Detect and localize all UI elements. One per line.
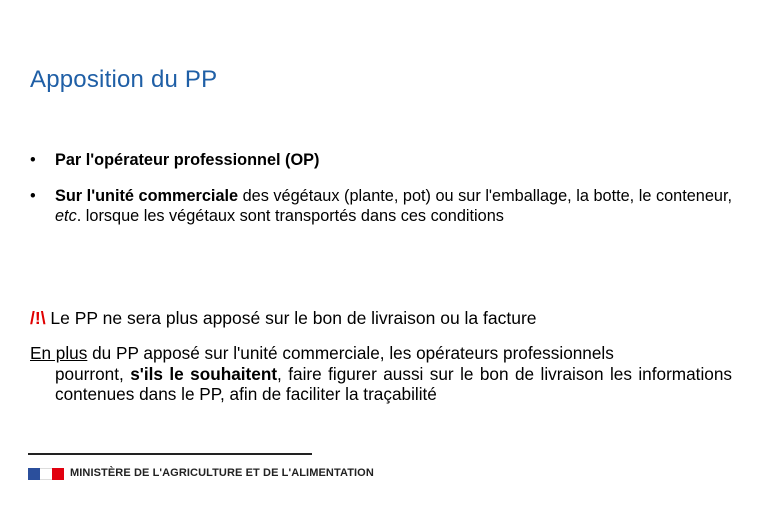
ministry-logo-text: MINISTÈRE DE L'AGRICULTURE ET DE L'ALIMENTATION bbox=[70, 467, 374, 479]
para-bold: s'ils le souhaitent bbox=[130, 363, 278, 384]
warning-line bbox=[30, 308, 537, 328]
flag-red-stripe bbox=[52, 468, 64, 480]
warning-icon: /!\ bbox=[30, 308, 46, 328]
bullet1-text: Par l'opérateur professionnel (OP) bbox=[55, 151, 320, 169]
bullet2-end: . lorsque les végétaux sont transportés dans ces conditions bbox=[76, 207, 504, 225]
flag-white-stripe bbox=[40, 468, 52, 480]
bullet-list bbox=[30, 150, 732, 242]
para-underline: En plus bbox=[30, 343, 88, 363]
warning-text: Le PP ne sera plus apposé sur le bon de livraison ou la facture bbox=[45, 308, 537, 328]
para-text1: du PP apposé sur l'unité commerciale, les opérateurs professionnels bbox=[87, 343, 614, 363]
footer-divider bbox=[28, 453, 312, 455]
flag-blue-stripe bbox=[28, 468, 40, 480]
bullet-item-commercial-unit bbox=[30, 186, 732, 226]
bullet-icon: • bbox=[30, 187, 36, 205]
para-first-line bbox=[30, 343, 732, 364]
slide-title: Apposition du PP bbox=[30, 66, 218, 93]
bullet-item-operator bbox=[30, 150, 732, 170]
bullet2-etc: etc bbox=[55, 207, 77, 225]
info-paragraph bbox=[30, 343, 732, 405]
bullet2-text: des végétaux (plante, pot) ou sur l'emballage, la botte, le conteneur, bbox=[238, 187, 732, 205]
bullet2-bold: Sur l'unité commerciale bbox=[55, 187, 239, 205]
para-text2b: , faire figurer aussi sur le bon de livraison les informations contenues dans le PP, afin de faciliter la traçabilité bbox=[55, 363, 732, 404]
para-text2a: pourront, bbox=[55, 363, 131, 384]
french-flag-icon bbox=[28, 468, 64, 480]
bullet-icon: • bbox=[30, 151, 36, 169]
para-rest bbox=[30, 364, 732, 405]
